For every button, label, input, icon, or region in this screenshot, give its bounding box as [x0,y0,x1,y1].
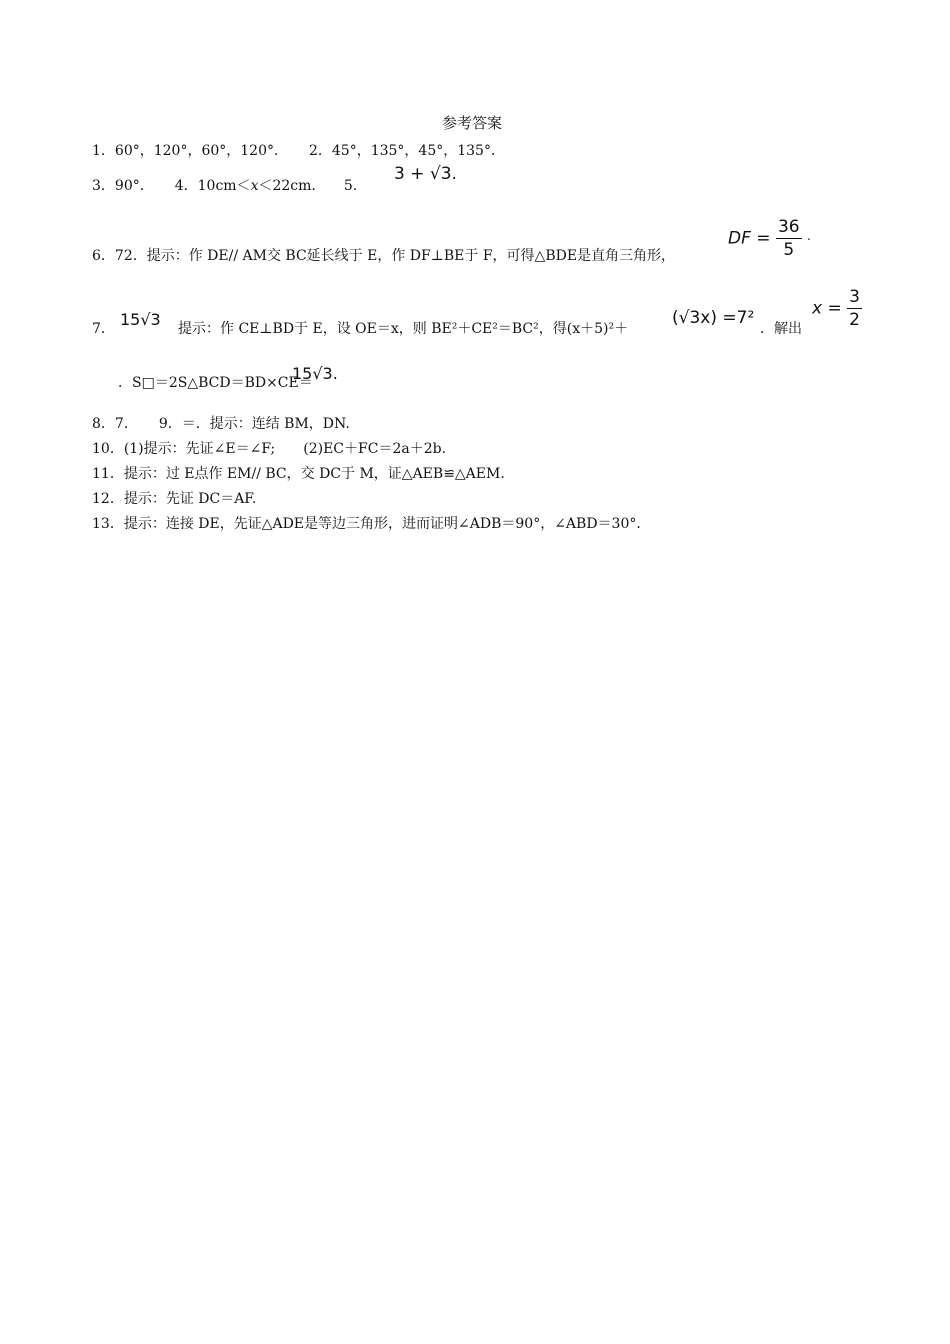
answer-7-number: 7． [92,321,115,337]
page-title: 参考答案 [442,114,503,132]
fraction-36-5 [776,217,802,260]
answer-7-solve-text: ．解出 [760,321,802,337]
fraction-denominator: 2 [849,310,860,330]
answer-line-6: 6．72．提示：作 DE// AM交 BC延长线于 E，作 DF⊥BE于 F，可得△BDE是直角三角形， [92,248,676,264]
answer-3-4-text: 3．90°． 4．10cm＜ [92,178,251,194]
variable-x: x [250,178,259,194]
answer-line-7: 提示：作 CE⊥BD于 E，设 OE＝x，则 BE²＋CE²＝BC²，得(x＋5)²＋ [178,321,629,337]
formula-x-lhs: x = [812,298,842,319]
answer-line-10: 10．(1)提示：先证∠E＝∠F; (2)EC＋FC＝2a＋2b. [92,441,447,457]
fraction-numerator: 3 [849,287,860,307]
answer-6-formula [728,217,811,260]
answer-7-area-result: 15√3. [292,364,338,383]
answer-line-12: 12．提示：先证 DC＝AF. [92,491,257,507]
formula-dot: · [806,232,811,247]
answer-line-1-2: 1．60°，120°，60°，120°． 2．45°，135°，45°，135°． [92,143,505,159]
answer-line-13: 13．提示：连接 DE，先证△ADE是等边三角形，进而证明∠ADB＝90°，∠ABD＝30°． [92,516,651,532]
fraction-denominator: 5 [783,240,795,260]
formula-df-lhs: DF = [728,228,771,249]
answer-4-5-text: ＜22cm. 5. [258,178,358,194]
answer-7-equation: (√3x) =7² [672,308,755,328]
fraction-numerator: 36 [777,217,800,237]
answer-line-11: 11．提示：过 E点作 EM// BC，交 DC于 M，证△AEB≌△AEM. [92,466,505,482]
answer-7-area-line: ．S□＝2S△BCD＝BD×CE＝ [118,375,313,391]
answer-5-formula: 3 + √3. [394,164,457,184]
fraction-3-2 [847,287,862,330]
answer-line-3-5 [92,175,357,195]
answer-7-result: 15√3 [120,310,161,329]
answer-line-8-9: 8．7． 9．＝．提示：连结 BM，DN. [92,416,350,432]
answer-7-x-value [812,287,862,330]
